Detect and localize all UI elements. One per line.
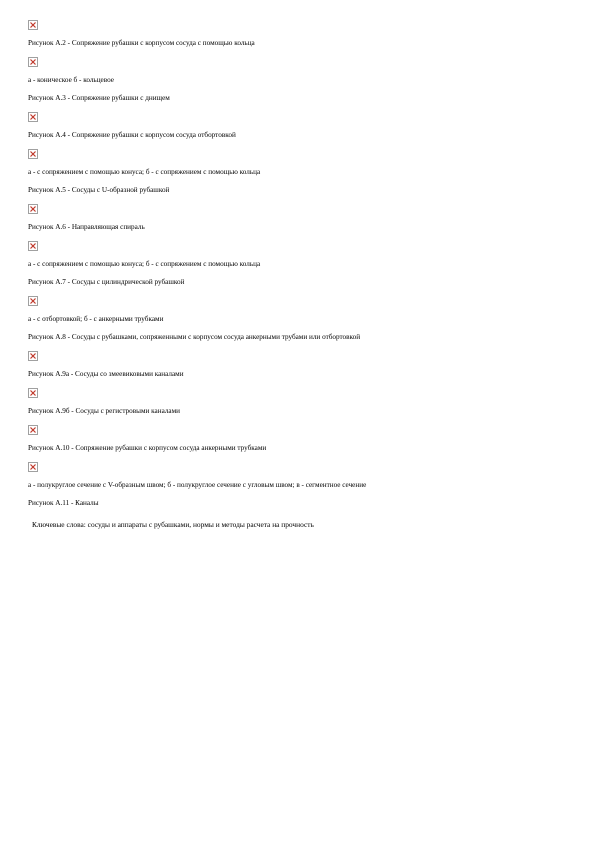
caption-line: Рисунок А.8 - Сосуды с рубашками, сопряженными с корпусом сосуда анкерными трубами или отбортовкой: [28, 333, 361, 341]
caption-line: а - полукруглое сечение с V-образным швом; б - полукруглое сечение с угловым швом; в - сегментное сечение: [28, 481, 367, 489]
caption-line: Рисунок А.4 - Сопряжение рубашки с корпусом сосуда отбортовкой: [28, 131, 236, 139]
caption-line: а - с сопряжением с помощью конуса; б - с сопряжением с помощью кольца: [28, 168, 261, 176]
broken-image-icon: [30, 114, 36, 120]
caption-line: а - с отбортовкой; б - с анкерными трубками: [28, 315, 164, 323]
broken-image-icon: [30, 59, 36, 65]
caption-line: Рисунок А.5 - Сосуды с U-образной рубашкой: [28, 186, 170, 194]
figure-image-placeholder: [28, 462, 38, 472]
broken-image-icon: [30, 390, 36, 396]
keywords-line: Ключевые слова: сосуды и аппараты с рубашками, нормы и методы расчета на прочность: [32, 520, 314, 529]
broken-image-icon: [30, 243, 36, 249]
broken-image-icon: [30, 151, 36, 157]
caption-line: Рисунок А.9а - Сосуды со змеевиковыми каналами: [28, 370, 184, 378]
figure-image-placeholder: [28, 149, 38, 159]
figure-image-placeholder: [28, 57, 38, 67]
document-page: [28, 20, 568, 529]
figure-image-placeholder: [28, 241, 38, 251]
caption-line: Рисунок А.3 - Сопряжение рубашки с днищем: [28, 94, 170, 102]
caption-line: Рисунок А.6 - Направляющая спираль: [28, 223, 145, 231]
caption-line: Рисунок А.11 - Каналы: [28, 499, 99, 507]
broken-image-icon: [30, 464, 36, 470]
broken-image-icon: [30, 353, 36, 359]
figure-image-placeholder: [28, 425, 38, 435]
caption-line: а - коническое б - кольцевое: [28, 76, 114, 84]
caption-line: а - с сопряжением с помощью конуса; б - с сопряжением с помощью кольца: [28, 260, 261, 268]
broken-image-icon: [30, 427, 36, 433]
broken-image-icon: [30, 298, 36, 304]
caption-line: Рисунок А.9б - Сосуды с регистровыми каналами: [28, 407, 181, 415]
figure-image-placeholder: [28, 296, 38, 306]
broken-image-icon: [30, 206, 36, 212]
figure-image-placeholder: [28, 204, 38, 214]
figure-image-placeholder: [28, 20, 38, 30]
caption-line: Рисунок А.10 - Сопряжение рубашки с корпусом сосуда анкерными трубками: [28, 444, 267, 452]
broken-image-icon: [30, 22, 36, 28]
figure-image-placeholder: [28, 112, 38, 122]
figure-image-placeholder: [28, 388, 38, 398]
caption-line: Рисунок А.2 - Сопряжение рубашки с корпусом сосуда с помощью кольца: [28, 39, 255, 47]
caption-line: Рисунок А.7 - Сосуды с цилиндрической рубашкой: [28, 278, 185, 286]
figure-image-placeholder: [28, 351, 38, 361]
